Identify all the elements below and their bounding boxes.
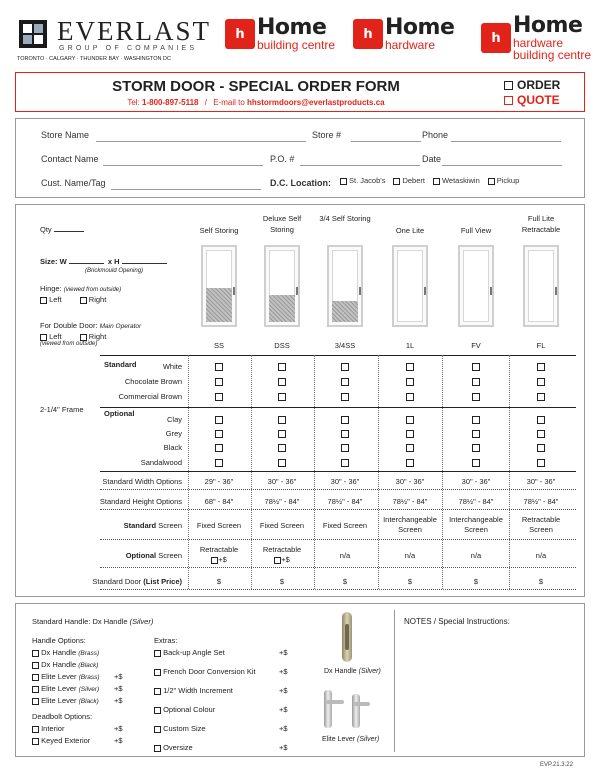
door-image bbox=[327, 245, 363, 327]
store-num-label: Store # bbox=[312, 130, 342, 140]
frame-color-checkbox[interactable] bbox=[341, 430, 349, 438]
frame-color-checkbox[interactable] bbox=[341, 444, 349, 452]
option-price: +$ bbox=[279, 686, 288, 695]
frame-color-checkbox[interactable] bbox=[278, 430, 286, 438]
option-item[interactable]: Elite Lever (Silver) bbox=[32, 684, 99, 693]
row-divider bbox=[100, 567, 576, 568]
frame-color-checkbox[interactable] bbox=[406, 378, 414, 386]
divider bbox=[100, 471, 576, 472]
double-door-options bbox=[40, 332, 106, 341]
height-field[interactable] bbox=[122, 263, 167, 264]
row-divider bbox=[100, 489, 576, 490]
frame-color-label: Grey bbox=[165, 429, 182, 438]
frame-standard-label: Standard bbox=[104, 360, 137, 369]
elite-lever-caption: Elite Lever (Silver) bbox=[322, 736, 380, 743]
everlast-mark-icon bbox=[19, 20, 47, 48]
dx-handle-image bbox=[340, 612, 354, 662]
everlast-logo bbox=[17, 14, 217, 64]
spec-cell: Interchangeable Screen bbox=[383, 515, 437, 534]
frame-color-label: White bbox=[162, 362, 182, 371]
frame-color-checkbox[interactable] bbox=[341, 416, 349, 424]
spec-cell: n/a bbox=[404, 551, 416, 560]
spec-cell[interactable]: $ bbox=[216, 577, 222, 586]
option-price: +$ bbox=[114, 672, 123, 681]
everlast-sub: GROUP OF COMPANIES bbox=[59, 45, 198, 52]
spec-cell: n/a bbox=[535, 551, 547, 560]
option-price: +$ bbox=[114, 736, 123, 745]
frame-color-checkbox[interactable] bbox=[215, 444, 223, 452]
checkbox[interactable] bbox=[32, 738, 39, 745]
cust-name-field[interactable] bbox=[111, 189, 261, 190]
checkbox[interactable] bbox=[80, 334, 87, 341]
frame-color-checkbox[interactable] bbox=[537, 430, 545, 438]
option-item[interactable]: French Door Conversion Kit bbox=[154, 667, 256, 676]
checkbox[interactable] bbox=[32, 650, 39, 657]
frame-color-checkbox[interactable] bbox=[215, 363, 223, 371]
checkbox[interactable] bbox=[340, 178, 347, 185]
spec-cell: 78½" - 84" bbox=[523, 497, 559, 506]
option-item[interactable]: Elite Lever (Brass) bbox=[32, 672, 100, 681]
quote-option[interactable]: QUOTE bbox=[504, 93, 560, 107]
qty-field[interactable] bbox=[54, 231, 84, 232]
frame-color-checkbox[interactable] bbox=[215, 416, 223, 424]
store-name-label: Store Name bbox=[41, 130, 90, 140]
frame-color-checkbox[interactable] bbox=[472, 416, 480, 424]
spec-cell: Fixed Screen bbox=[322, 521, 368, 530]
spec-cell: Fixed Screen bbox=[259, 521, 305, 530]
option-item[interactable]: Oversize bbox=[154, 743, 193, 752]
spec-row-label: Optional Screen bbox=[125, 551, 182, 560]
spec-cell: 78½" - 84" bbox=[458, 497, 494, 506]
option-item[interactable]: Keyed Exterior bbox=[32, 736, 90, 745]
spec-cell: 78½" - 84" bbox=[327, 497, 363, 506]
width-field[interactable] bbox=[69, 263, 104, 264]
po-label: P.O. # bbox=[270, 154, 295, 164]
frame-color-label: Sandalwood bbox=[140, 458, 182, 467]
spec-cell[interactable]: $ bbox=[407, 577, 413, 586]
model-name: Full Lite Retractable bbox=[521, 214, 561, 234]
checkbox[interactable] bbox=[32, 662, 39, 669]
frame-color-checkbox[interactable] bbox=[472, 444, 480, 452]
dc-option-pickup[interactable]: Pickup bbox=[488, 176, 520, 185]
option-item[interactable]: Back-up Angle Set bbox=[154, 648, 225, 657]
frame-color-label: Commercial Brown bbox=[118, 392, 182, 401]
checkbox[interactable] bbox=[154, 688, 161, 695]
spec-cell: 29" - 36" bbox=[204, 477, 234, 486]
contact-line: Tel: 1-800-897-5118 / E-mail to hhstormdoors@everlastproducts.ca bbox=[127, 98, 385, 107]
checkbox[interactable] bbox=[80, 297, 87, 304]
frame-color-label: Clay bbox=[166, 415, 182, 424]
frame-color-label: Black bbox=[163, 443, 182, 452]
viewed-note: (viewed from outside) bbox=[40, 341, 98, 347]
frame-color-checkbox[interactable] bbox=[472, 378, 480, 386]
spec-cell: 78½" - 84" bbox=[392, 497, 428, 506]
spec-cell: 68" - 84" bbox=[204, 497, 234, 506]
spec-cell: Retractable Screen bbox=[521, 515, 561, 534]
store-num-field[interactable] bbox=[351, 141, 421, 142]
checkbox[interactable] bbox=[32, 698, 39, 705]
checkbox[interactable] bbox=[154, 726, 161, 733]
checkbox[interactable] bbox=[32, 686, 39, 693]
spec-row-label: Standard Height Options bbox=[99, 497, 182, 506]
frame-color-checkbox[interactable] bbox=[406, 416, 414, 424]
checkbox[interactable] bbox=[40, 297, 47, 304]
spec-cell: Retractable +$ bbox=[262, 545, 302, 564]
hinge-label: Hinge: (viewed from outside) bbox=[40, 284, 122, 293]
door-image bbox=[458, 245, 494, 327]
hinge-options bbox=[40, 295, 106, 304]
frame-color-checkbox[interactable] bbox=[406, 459, 414, 467]
dx-handle-caption: Dx Handle (Silver) bbox=[324, 668, 381, 675]
column-divider bbox=[442, 355, 443, 589]
store-name-field[interactable] bbox=[96, 141, 306, 142]
option-item[interactable]: Elite Lever (Black) bbox=[32, 696, 99, 705]
hinge-left[interactable]: Left bbox=[40, 295, 62, 304]
frame-color-checkbox[interactable] bbox=[537, 444, 545, 452]
frame-color-checkbox[interactable] bbox=[537, 378, 545, 386]
frame-color-checkbox[interactable] bbox=[537, 459, 545, 467]
frame-color-label: Chocolate Brown bbox=[124, 377, 182, 386]
spec-cell: n/a bbox=[470, 551, 482, 560]
home-hardware-logo: h Home hardware bbox=[353, 17, 454, 51]
home-logo-icon: h bbox=[225, 19, 255, 49]
hinge-right[interactable]: Right bbox=[80, 295, 107, 304]
cust-name-label: Cust. Name/Tag bbox=[41, 178, 106, 188]
spec-cell: Fixed Screen bbox=[196, 521, 242, 530]
spec-cell: Retractable +$ bbox=[199, 545, 239, 564]
everlast-name: EVERLAST bbox=[57, 16, 211, 46]
double-door-label: For Double Door: Main Operator bbox=[40, 321, 142, 330]
checkbox[interactable] bbox=[393, 178, 400, 185]
frame-color-checkbox[interactable] bbox=[472, 363, 480, 371]
frame-color-checkbox[interactable] bbox=[406, 430, 414, 438]
notes-label: NOTES / Special Instructions: bbox=[404, 617, 510, 626]
frame-label: 2-1/4" Frame bbox=[40, 405, 84, 414]
row-divider bbox=[100, 509, 576, 510]
frame-color-checkbox[interactable] bbox=[406, 444, 414, 452]
model-code: FV bbox=[471, 341, 481, 350]
model-name: 3/4 Self Storing bbox=[319, 214, 371, 223]
frame-color-checkbox[interactable] bbox=[472, 459, 480, 467]
spec-cell[interactable]: $ bbox=[342, 577, 348, 586]
frame-color-checkbox[interactable] bbox=[406, 393, 414, 401]
column-divider bbox=[509, 355, 510, 589]
phone-field[interactable] bbox=[451, 141, 561, 142]
double-right[interactable]: Right bbox=[80, 332, 107, 341]
option-price: +$ bbox=[279, 648, 288, 657]
checkbox[interactable] bbox=[32, 674, 39, 681]
door-image bbox=[264, 245, 300, 327]
size-row: Size: W x H bbox=[40, 257, 167, 266]
spec-cell: 30" - 36" bbox=[267, 477, 297, 486]
order-checkbox[interactable] bbox=[504, 81, 513, 90]
frame-color-checkbox[interactable] bbox=[278, 363, 286, 371]
column-divider bbox=[314, 355, 315, 589]
frame-color-checkbox[interactable] bbox=[215, 378, 223, 386]
checkbox[interactable] bbox=[154, 650, 161, 657]
spec-row-label: Standard Door (List Price) bbox=[92, 577, 182, 586]
dc-location-label: D.C. Location: bbox=[270, 178, 331, 188]
door-options-box bbox=[15, 204, 585, 597]
spec-cell: 30" - 36" bbox=[461, 477, 491, 486]
frame-color-checkbox[interactable] bbox=[341, 459, 349, 467]
frame-color-checkbox[interactable] bbox=[215, 459, 223, 467]
po-field[interactable] bbox=[300, 165, 420, 166]
option-item[interactable]: Dx Handle (Black) bbox=[32, 660, 98, 669]
option-price: +$ bbox=[279, 705, 288, 714]
title-box bbox=[15, 72, 585, 112]
model-code: 3/4SS bbox=[334, 341, 356, 350]
door-image bbox=[201, 245, 237, 327]
double-left[interactable]: Left bbox=[40, 332, 62, 341]
option-price: +$ bbox=[279, 667, 288, 676]
column-divider bbox=[251, 355, 252, 589]
spec-cell: 30" - 36" bbox=[395, 477, 425, 486]
checkbox[interactable] bbox=[154, 669, 161, 676]
form-title: STORM DOOR - SPECIAL ORDER FORM bbox=[112, 78, 400, 95]
spec-row-label: Standard Width Options bbox=[102, 477, 182, 486]
order-option[interactable]: ORDER bbox=[504, 78, 560, 92]
frame-color-checkbox[interactable] bbox=[278, 393, 286, 401]
home-logo-icon: h bbox=[353, 19, 383, 49]
frame-color-checkbox[interactable] bbox=[278, 459, 286, 467]
column-divider bbox=[188, 355, 189, 589]
dc-option-debert[interactable]: Debert bbox=[393, 176, 425, 185]
extras-title: Extras: bbox=[154, 636, 178, 645]
option-item[interactable]: Optional Colour bbox=[154, 705, 215, 714]
form-code: EVP.21.3.22 bbox=[540, 762, 573, 768]
home-building-centre-logo: h Home building centre bbox=[225, 17, 335, 51]
option-item[interactable]: Dx Handle (Brass) bbox=[32, 648, 99, 657]
spec-cell[interactable]: $ bbox=[538, 577, 544, 586]
column-divider bbox=[378, 355, 379, 589]
model-name: Self Storing bbox=[199, 226, 239, 235]
checkbox[interactable] bbox=[433, 178, 440, 185]
hardware-box bbox=[15, 603, 585, 757]
spec-cell[interactable]: $ bbox=[473, 577, 479, 586]
option-price: +$ bbox=[279, 743, 288, 752]
frame-color-checkbox[interactable] bbox=[406, 363, 414, 371]
door-image bbox=[523, 245, 559, 327]
option-item[interactable]: Custom Size bbox=[154, 724, 206, 733]
model-name: Full View bbox=[460, 226, 492, 235]
home-logo-icon: h bbox=[481, 23, 511, 53]
dc-option-wetaskiwin[interactable]: Wetaskiwin bbox=[433, 176, 480, 185]
deadbolt-title: Deadbolt Options: bbox=[32, 712, 93, 721]
option-item[interactable]: Interior bbox=[32, 724, 64, 733]
frame-color-checkbox[interactable] bbox=[215, 393, 223, 401]
checkbox[interactable] bbox=[32, 726, 39, 733]
frame-color-checkbox[interactable] bbox=[341, 363, 349, 371]
frame-color-checkbox[interactable] bbox=[278, 378, 286, 386]
contact-name-label: Contact Name bbox=[41, 154, 99, 164]
model-code: DSS bbox=[274, 341, 290, 350]
row-divider bbox=[100, 539, 576, 540]
date-label: Date bbox=[422, 154, 442, 164]
frame-color-checkbox[interactable] bbox=[537, 416, 545, 424]
row-divider bbox=[100, 589, 576, 590]
dc-option-st-jacobs[interactable]: St. Jacob's bbox=[340, 176, 385, 185]
checkbox[interactable] bbox=[154, 707, 161, 714]
elite-lever-image bbox=[322, 690, 370, 730]
spec-cell: 30" - 36" bbox=[526, 477, 556, 486]
quote-checkbox[interactable] bbox=[504, 96, 513, 105]
door-image bbox=[392, 245, 428, 327]
brickmould-note: (Brickmould Opening) bbox=[85, 268, 144, 274]
home-hardware-building-centre-logo: h Home hardware building centre bbox=[481, 15, 591, 61]
frame-color-checkbox[interactable] bbox=[278, 444, 286, 452]
customer-info-box bbox=[15, 118, 585, 198]
model-name: Deluxe Self Storing bbox=[262, 214, 302, 234]
checkbox[interactable] bbox=[488, 178, 495, 185]
divider bbox=[100, 407, 576, 408]
everlast-cities: TORONTO · CALGARY · THUNDER BAY · WASHINGTON DC bbox=[17, 56, 171, 62]
frame-color-checkbox[interactable] bbox=[215, 430, 223, 438]
model-code: FL bbox=[536, 341, 546, 350]
spec-cell: Interchangeable Screen bbox=[449, 515, 503, 534]
spec-cell: 30" - 36" bbox=[330, 477, 360, 486]
option-item[interactable]: 1/2" Width Increment bbox=[154, 686, 233, 695]
option-price: +$ bbox=[114, 696, 123, 705]
divider bbox=[100, 355, 576, 356]
spec-row-label: Standard Screen bbox=[123, 521, 182, 530]
option-price: +$ bbox=[114, 684, 123, 693]
frame-color-checkbox[interactable] bbox=[341, 393, 349, 401]
date-field[interactable] bbox=[442, 165, 562, 166]
spec-cell[interactable]: $ bbox=[279, 577, 285, 586]
model-code: 1L bbox=[405, 341, 415, 350]
option-price: +$ bbox=[114, 724, 123, 733]
frame-color-checkbox[interactable] bbox=[537, 393, 545, 401]
dc-options bbox=[340, 176, 519, 185]
standard-handle: Standard Handle: Dx Handle (Silver) bbox=[32, 617, 154, 626]
model-code: SS bbox=[213, 341, 224, 350]
spec-cell: 78½" - 84" bbox=[264, 497, 300, 506]
contact-name-field[interactable] bbox=[103, 165, 263, 166]
notes-field[interactable] bbox=[404, 632, 580, 750]
frame-color-checkbox[interactable] bbox=[341, 378, 349, 386]
model-name: One Lite bbox=[395, 226, 425, 235]
spec-cell: n/a bbox=[339, 551, 351, 560]
frame-color-checkbox[interactable] bbox=[472, 430, 480, 438]
frame-color-checkbox[interactable] bbox=[278, 416, 286, 424]
checkbox[interactable] bbox=[40, 334, 47, 341]
qty-label: Qty bbox=[40, 225, 84, 234]
checkbox[interactable] bbox=[154, 745, 161, 752]
vertical-divider bbox=[394, 610, 395, 752]
frame-color-checkbox[interactable] bbox=[537, 363, 545, 371]
frame-color-checkbox[interactable] bbox=[472, 393, 480, 401]
option-price: +$ bbox=[279, 724, 288, 733]
frame-optional-label: Optional bbox=[104, 409, 135, 418]
handle-options-title: Handle Options: bbox=[32, 636, 86, 645]
phone-label: Phone bbox=[422, 130, 449, 140]
